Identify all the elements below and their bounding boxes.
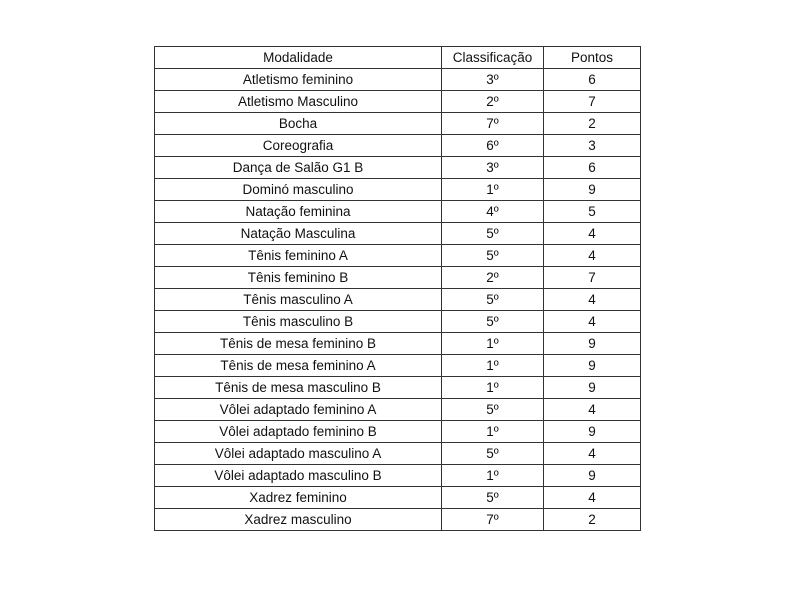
cell-pontos: 7: [544, 267, 641, 289]
cell-classificacao: 4º: [442, 201, 544, 223]
cell-classificacao: 1º: [442, 377, 544, 399]
cell-classificacao: 2º: [442, 267, 544, 289]
table-row: [155, 355, 641, 377]
cell-pontos: 2: [544, 509, 641, 531]
cell-modalidade: Xadrez masculino: [155, 509, 442, 531]
cell-modalidade: Tênis de mesa feminino A: [155, 355, 442, 377]
table-row: [155, 289, 641, 311]
table-header: [155, 47, 641, 69]
cell-pontos: 4: [544, 289, 641, 311]
cell-modalidade: Tênis masculino B: [155, 311, 442, 333]
cell-pontos: 9: [544, 333, 641, 355]
cell-classificacao: 5º: [442, 289, 544, 311]
cell-classificacao: 1º: [442, 465, 544, 487]
table-row: [155, 91, 641, 113]
table-row: [155, 179, 641, 201]
cell-classificacao: 6º: [442, 135, 544, 157]
cell-pontos: 9: [544, 465, 641, 487]
table-row: [155, 267, 641, 289]
header-row: [155, 47, 641, 69]
table-row: [155, 69, 641, 91]
table-body: [155, 69, 641, 531]
table-row: [155, 223, 641, 245]
cell-pontos: 6: [544, 157, 641, 179]
table-row: [155, 333, 641, 355]
cell-classificacao: 1º: [442, 333, 544, 355]
cell-classificacao: 3º: [442, 69, 544, 91]
cell-modalidade: Coreografia: [155, 135, 442, 157]
table-row: [155, 245, 641, 267]
cell-modalidade: Natação Masculina: [155, 223, 442, 245]
cell-pontos: 4: [544, 311, 641, 333]
cell-modalidade: Dança de Salão G1 B: [155, 157, 442, 179]
cell-classificacao: 5º: [442, 223, 544, 245]
table-row: [155, 509, 641, 531]
cell-classificacao: 2º: [442, 91, 544, 113]
cell-modalidade: Natação feminina: [155, 201, 442, 223]
cell-pontos: 3: [544, 135, 641, 157]
table-row: [155, 443, 641, 465]
cell-classificacao: 1º: [442, 355, 544, 377]
table-row: [155, 157, 641, 179]
cell-classificacao: 7º: [442, 113, 544, 135]
cell-classificacao: 5º: [442, 311, 544, 333]
cell-pontos: 5: [544, 201, 641, 223]
cell-modalidade: Tênis masculino A: [155, 289, 442, 311]
cell-classificacao: 1º: [442, 179, 544, 201]
cell-pontos: 6: [544, 69, 641, 91]
table-row: [155, 311, 641, 333]
cell-pontos: 9: [544, 355, 641, 377]
cell-pontos: 4: [544, 487, 641, 509]
cell-modalidade: Atletismo Masculino: [155, 91, 442, 113]
cell-modalidade: Tênis feminino B: [155, 267, 442, 289]
cell-pontos: 9: [544, 377, 641, 399]
cell-modalidade: Dominó masculino: [155, 179, 442, 201]
cell-modalidade: Tênis de mesa feminino B: [155, 333, 442, 355]
cell-modalidade: Tênis de mesa masculino B: [155, 377, 442, 399]
header-pontos: Pontos: [544, 47, 641, 69]
table-row: [155, 113, 641, 135]
cell-modalidade: Vôlei adaptado masculino B: [155, 465, 442, 487]
results-table: [154, 46, 641, 531]
cell-pontos: 4: [544, 443, 641, 465]
cell-pontos: 9: [544, 421, 641, 443]
header-classificacao: Classificação: [442, 47, 544, 69]
cell-classificacao: 5º: [442, 443, 544, 465]
table-row: [155, 377, 641, 399]
cell-modalidade: Bocha: [155, 113, 442, 135]
cell-modalidade: Vôlei adaptado feminino B: [155, 421, 442, 443]
cell-modalidade: Xadrez feminino: [155, 487, 442, 509]
cell-modalidade: Atletismo feminino: [155, 69, 442, 91]
cell-classificacao: 3º: [442, 157, 544, 179]
table-row: [155, 399, 641, 421]
cell-pontos: 4: [544, 399, 641, 421]
header-modalidade: Modalidade: [155, 47, 442, 69]
cell-classificacao: 5º: [442, 487, 544, 509]
cell-modalidade: Vôlei adaptado feminino A: [155, 399, 442, 421]
cell-modalidade: Vôlei adaptado masculino A: [155, 443, 442, 465]
table-row: [155, 201, 641, 223]
cell-classificacao: 5º: [442, 399, 544, 421]
cell-modalidade: Tênis feminino A: [155, 245, 442, 267]
table-row: [155, 465, 641, 487]
cell-pontos: 4: [544, 223, 641, 245]
cell-pontos: 9: [544, 179, 641, 201]
cell-pontos: 4: [544, 245, 641, 267]
cell-classificacao: 5º: [442, 245, 544, 267]
cell-classificacao: 7º: [442, 509, 544, 531]
cell-pontos: 2: [544, 113, 641, 135]
table-row: [155, 421, 641, 443]
cell-pontos: 7: [544, 91, 641, 113]
table-row: [155, 487, 641, 509]
cell-classificacao: 1º: [442, 421, 544, 443]
table-row: [155, 135, 641, 157]
